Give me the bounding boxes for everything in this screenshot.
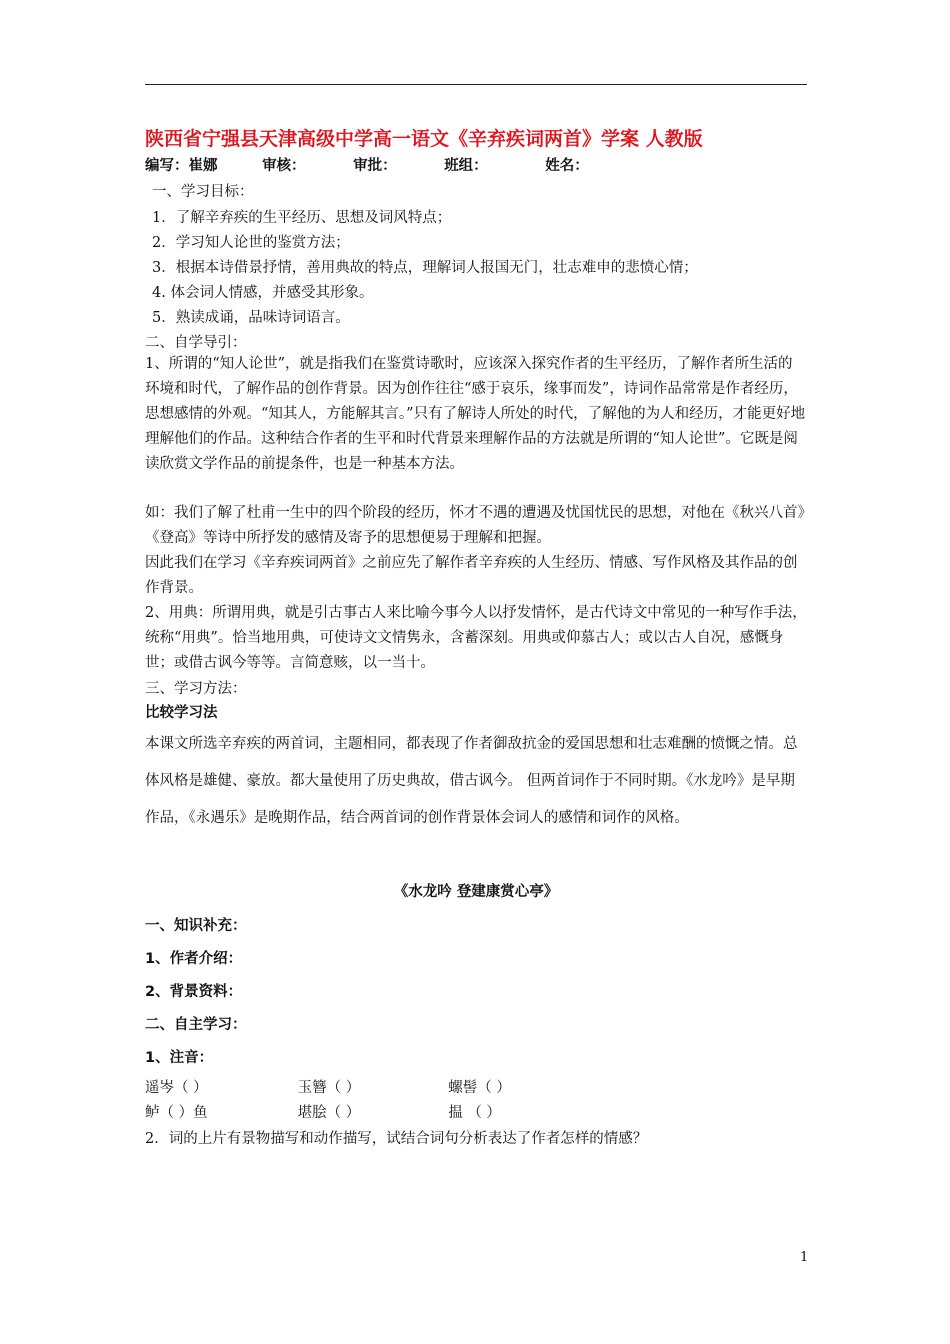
guide-paragraph: 如：我们了解了杜甫一生中的四个阶段的经历，怀才不遇的遭遇及忧国忧民的思想，对他在《秋兴八首》《登高》等诗中所抒发的感情及寄予的思想便易于理解和把握。	[145, 505, 805, 546]
pronunciation-item: 遥岑（ ）	[145, 1080, 208, 1096]
pronunciation-item: 玉簪（ ）	[297, 1080, 361, 1096]
poem-title: 《水龙吟 登建康赏心亭》	[393, 884, 559, 900]
goal-item: 3．根据本诗借景抒情，善用典故的特点，理解词人报国无门，壮志难申的悲愤心情；	[152, 260, 698, 276]
method-subheading: 比较学习法	[145, 705, 218, 721]
meta-row	[145, 154, 589, 175]
knowledge-heading: 一、知识补充：	[145, 918, 247, 934]
goal-item: 1．了解辛弃疾的生平经历、思想及词风特点；	[152, 210, 452, 226]
pronunciation-item: 螺髻（ ）	[448, 1080, 511, 1096]
pronunciation-heading: 1、注音：	[145, 1050, 214, 1066]
goal-item: 2．学习知人论世的鉴赏方法；	[152, 235, 350, 251]
section-heading-goals: 一、学习目标：	[152, 184, 254, 200]
meta-reviewer: 审核：	[262, 158, 306, 174]
page-number: 1	[800, 1250, 809, 1265]
section-heading-guide: 二、自学导引：	[145, 335, 247, 351]
pronunciation-item: 鲈（ ）鱼	[145, 1105, 208, 1121]
section-heading-method: 三、学习方法：	[145, 681, 247, 697]
self-study-heading: 二、自主学习：	[145, 1017, 247, 1033]
header-rule	[145, 84, 807, 85]
pronunciation-item: 揾 （ ）	[448, 1105, 501, 1121]
goal-item: 5．熟读成诵，品味诗词语言。	[152, 310, 350, 326]
author-intro-heading: 1、作者介绍：	[145, 951, 243, 967]
guide-paragraph: 因此我们在学习《辛弃疾词两首》之前应先了解作者辛弃疾的人生经历、情感、写作风格及其作品的创作背景。	[145, 555, 798, 596]
meta-approver: 审批：	[353, 158, 397, 174]
pronunciation-row	[145, 1076, 511, 1097]
goal-item: 4. 体会词人情感，并感受其形象。	[152, 285, 374, 301]
guide-paragraph: 1、所谓的“知人论世”，就是指我们在鉴赏诗歌时，应该深入探究作者的生平经历，了解作者所生活的环境和时代，了解作品的创作背景。因为创作往往“感于哀乐，缘事而发”，诗词作品常常是作者经历，思想感情的外观。“知其人，方能解其言。”只有了解诗人所处的时代，了解他的为人和经历，才能更好地理解他们的作品。这种结合作者的生平和时代背景来理解作品的方法就是所谓的“知人论世”。它既是阅读欣赏文学作品的前提条件，也是一种基本方法。	[145, 356, 806, 472]
document-title: 陕西省宁强县天津高级中学高一语文《辛弃疾词两首》学案 人教版	[145, 128, 703, 150]
pronunciation-item: 堪脍（ ）	[297, 1105, 361, 1121]
method-paragraph: 本课文所选辛弃疾的两首词，主题相同，都表现了作者御敌抗金的爱国思想和壮志难酬的愤慨之情。总体风格是雄健、豪放。都大量使用了历史典故，借古讽今。 但两首词作于不同时期。《水龙吟》是早期作品，《永遇乐》是晚期作品，结合两首词的创作背景体会词人的感情和词作的风格。	[145, 736, 798, 826]
meta-author: 编写：崔娜	[145, 158, 218, 174]
question-2: 2．词的上片有景物描写和动作描写，试结合词句分析表达了作者怎样的情感？	[145, 1131, 648, 1147]
background-heading: 2、背景资料：	[145, 984, 243, 1000]
meta-class: 班组：	[444, 158, 488, 174]
meta-name: 姓名：	[545, 158, 589, 174]
guide-paragraph: 2、用典：所谓用典，就是引古事古人来比喻今事今人以抒发情怀，是古代诗文中常见的一种写作手法，统称“用典”。恰当地用典，可使诗文文情隽永，含蓄深刻。用典或仰慕古人；或以古人自况，感慨身世；或借古讽今等等。言简意赅，以一当十。	[145, 605, 807, 671]
pronunciation-row	[145, 1101, 501, 1122]
